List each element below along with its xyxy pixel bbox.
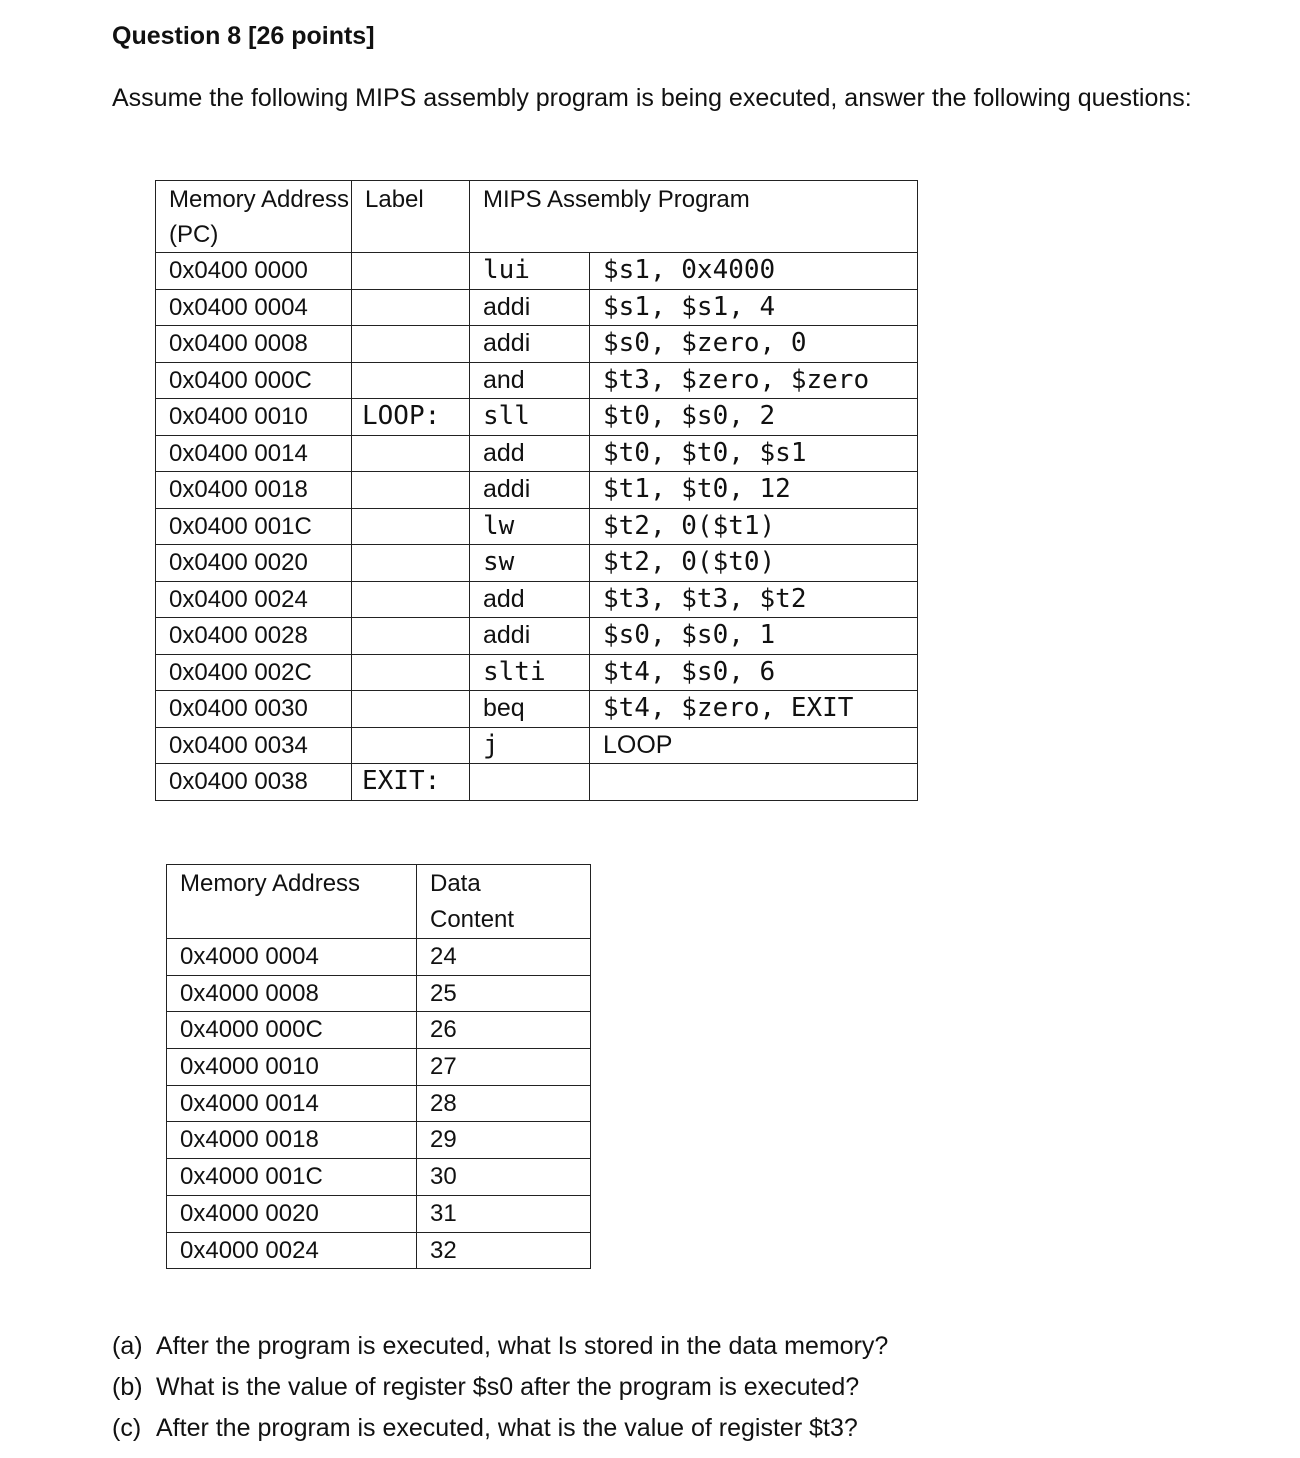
program-row	[156, 508, 918, 545]
label-cell: EXIT:	[352, 764, 470, 801]
label-cell	[352, 435, 470, 472]
label-cell: LOOP:	[352, 399, 470, 436]
memory-address-cell: 0x4000 0010	[167, 1049, 417, 1086]
sub-question-text: After the program is executed, what is the value of register $t3?	[156, 1414, 858, 1442]
memory-address-cell: 0x4000 001C	[167, 1159, 417, 1196]
operands-cell: $t3, $t3, $t2	[590, 581, 918, 618]
sub-question-text: After the program is executed, what Is stored in the data memory?	[156, 1332, 889, 1360]
pc-address-cell: 0x0400 0020	[156, 545, 352, 582]
memory-row	[167, 975, 591, 1012]
sub-question-label: (b)	[112, 1373, 143, 1401]
opcode-cell	[470, 764, 590, 801]
sub-question	[112, 1408, 888, 1449]
sub-question-label: (c)	[112, 1414, 142, 1442]
memory-address-cell: 0x4000 0008	[167, 975, 417, 1012]
operands-cell: $t2, 0($t1)	[590, 508, 918, 545]
memory-address-cell: 0x4000 0018	[167, 1122, 417, 1159]
label-cell	[352, 654, 470, 691]
memory-row	[167, 1122, 591, 1159]
header-memory-address-pc: Memory Address (PC)	[156, 181, 352, 253]
memory-row	[167, 1085, 591, 1122]
program-row	[156, 654, 918, 691]
header-data-content: Data Content	[417, 865, 591, 939]
pc-address-cell: 0x0400 000C	[156, 362, 352, 399]
operands-cell: $t0, $s0, 2	[590, 399, 918, 436]
operands-cell: $s1, $s1, 4	[590, 289, 918, 326]
pc-address-cell: 0x0400 0014	[156, 435, 352, 472]
memory-row	[167, 1195, 591, 1232]
label-cell	[352, 618, 470, 655]
operands-cell: $t2, 0($t0)	[590, 545, 918, 582]
label-cell	[352, 727, 470, 764]
memory-address-cell: 0x4000 0020	[167, 1195, 417, 1232]
label-cell	[352, 289, 470, 326]
header-mips-program: MIPS Assembly Program	[470, 181, 918, 253]
label-cell	[352, 253, 470, 290]
data-content-cell: 31	[417, 1195, 591, 1232]
operands-cell: $t4, $zero, EXIT	[590, 691, 918, 728]
program-row	[156, 545, 918, 582]
pc-address-cell: 0x0400 001C	[156, 508, 352, 545]
sub-question-label: (a)	[112, 1332, 143, 1360]
operands-cell: $t4, $s0, 6	[590, 654, 918, 691]
data-content-cell: 24	[417, 939, 591, 976]
program-row	[156, 618, 918, 655]
opcode-cell: lw	[470, 508, 590, 545]
memory-row	[167, 939, 591, 976]
data-content-cell: 30	[417, 1159, 591, 1196]
pc-address-cell: 0x0400 0030	[156, 691, 352, 728]
label-cell	[352, 545, 470, 582]
opcode-cell: add	[470, 581, 590, 618]
label-cell	[352, 362, 470, 399]
sub-questions-list	[112, 1326, 888, 1449]
pc-address-cell: 0x0400 002C	[156, 654, 352, 691]
question-intro: Assume the following MIPS assembly program is being executed, answer the following questions:	[112, 84, 1192, 112]
program-table	[155, 180, 918, 801]
question-title: Question 8 [26 points]	[112, 22, 375, 50]
opcode-cell: addi	[470, 289, 590, 326]
pc-address-cell: 0x0400 0004	[156, 289, 352, 326]
header-label: Label	[352, 181, 470, 253]
data-memory-table	[166, 864, 591, 1269]
label-cell	[352, 581, 470, 618]
program-row	[156, 764, 918, 801]
data-content-cell: 26	[417, 1012, 591, 1049]
header-memory-address: Memory Address	[167, 865, 417, 939]
opcode-cell: lui	[470, 253, 590, 290]
memory-address-cell: 0x4000 0004	[167, 939, 417, 976]
opcode-cell: slti	[470, 654, 590, 691]
operands-cell	[590, 764, 918, 801]
program-table-header	[156, 181, 918, 253]
data-content-cell: 25	[417, 975, 591, 1012]
opcode-cell: j	[470, 727, 590, 764]
memory-row	[167, 1159, 591, 1196]
data-content-cell: 32	[417, 1232, 591, 1269]
program-row	[156, 326, 918, 363]
pc-address-cell: 0x0400 0000	[156, 253, 352, 290]
pc-address-cell: 0x0400 0028	[156, 618, 352, 655]
memory-address-cell: 0x4000 0024	[167, 1232, 417, 1269]
program-row	[156, 472, 918, 509]
memory-row	[167, 1049, 591, 1086]
memory-table-header	[167, 865, 591, 939]
operands-cell: $s0, $s0, 1	[590, 618, 918, 655]
opcode-cell: add	[470, 435, 590, 472]
opcode-cell: and	[470, 362, 590, 399]
label-cell	[352, 691, 470, 728]
data-content-cell: 28	[417, 1085, 591, 1122]
pc-address-cell: 0x0400 0024	[156, 581, 352, 618]
program-row	[156, 691, 918, 728]
memory-address-cell: 0x4000 000C	[167, 1012, 417, 1049]
memory-address-cell: 0x4000 0014	[167, 1085, 417, 1122]
label-cell	[352, 326, 470, 363]
program-row	[156, 727, 918, 764]
pc-address-cell: 0x0400 0038	[156, 764, 352, 801]
opcode-cell: addi	[470, 618, 590, 655]
opcode-cell: sw	[470, 545, 590, 582]
operands-cell: $t0, $t0, $s1	[590, 435, 918, 472]
data-content-cell: 29	[417, 1122, 591, 1159]
opcode-cell: sll	[470, 399, 590, 436]
program-row	[156, 289, 918, 326]
program-row	[156, 435, 918, 472]
program-row	[156, 399, 918, 436]
data-content-cell: 27	[417, 1049, 591, 1086]
program-row	[156, 362, 918, 399]
memory-row	[167, 1012, 591, 1049]
pc-address-cell: 0x0400 0018	[156, 472, 352, 509]
operands-cell: LOOP	[590, 727, 918, 764]
pc-address-cell: 0x0400 0010	[156, 399, 352, 436]
program-row	[156, 253, 918, 290]
operands-cell: $s1, 0x4000	[590, 253, 918, 290]
opcode-cell: addi	[470, 326, 590, 363]
label-cell	[352, 472, 470, 509]
label-cell	[352, 508, 470, 545]
sub-question-text: What is the value of register $s0 after the program is executed?	[156, 1373, 860, 1401]
operands-cell: $t1, $t0, 12	[590, 472, 918, 509]
memory-row	[167, 1232, 591, 1269]
operands-cell: $s0, $zero, 0	[590, 326, 918, 363]
pc-address-cell: 0x0400 0034	[156, 727, 352, 764]
pc-address-cell: 0x0400 0008	[156, 326, 352, 363]
sub-question	[112, 1367, 888, 1408]
sub-question	[112, 1326, 888, 1367]
opcode-cell: addi	[470, 472, 590, 509]
program-row	[156, 581, 918, 618]
operands-cell: $t3, $zero, $zero	[590, 362, 918, 399]
opcode-cell: beq	[470, 691, 590, 728]
